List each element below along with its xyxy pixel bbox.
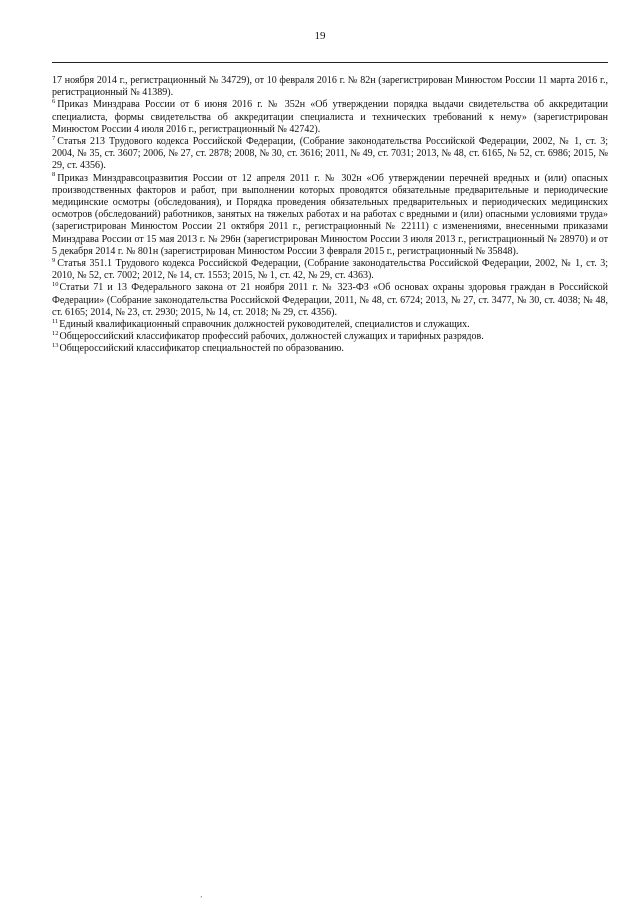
page-number: 19: [314, 30, 326, 42]
footnote-text: Общероссийский классификатор профессий рабочих, должностей служащих и тарифных разрядов.: [59, 331, 484, 343]
footnote-ref: 7: [52, 134, 56, 142]
footnote-ref: 8: [52, 171, 56, 179]
footnote-text: Статья 351.1 Трудового кодекса Российской Федерации, (Собрание законодательства Российской Федерации, 2002, № 1, ст. 3; 2010, № 52, ст. 7002; 2012, № 14, ст. 1553; 2015, № 1, ст. 42, № 29, ст. 4363).: [52, 258, 608, 282]
footnote-text: Приказ Минздравсоцразвития России от 12 апреля 2011 г. № 302н «Об утверждении перечней вредных и (или) опасных производственных факторов и работ, при выполнении которых проводятся обязательные предварительные и периодические медицинские осмотры (обследования), и Порядка проведения обязательных предварительных и периодических медицинских осмотров (обследований) работников, занятых на тяжелых работах и на работах с вредными и (или) опасными условиями труда» (зарегистрирован Минюстом России 21 октября 2011 г., регистрационный № 22111) с изменениями, внесенными приказами Минздрава России от 15 мая 2013 г. № 296н (зарегистрирован Минюстом России 3 июля 2013 г., регистрационный № 28970) и от 5 декабря 2014 г. № 801н (зарегистрирован Минюстом России 3 февраля 2015 г., регистрационный № 35848).: [52, 172, 608, 257]
footnote-ref: 12: [52, 329, 59, 337]
footnote-text: Единый квалификационный справочник должностей руководителей, специалистов и служащих.: [59, 319, 470, 331]
footnote-13: [52, 343, 608, 355]
footnote-10: [52, 282, 608, 319]
footnote-ref: 11: [52, 317, 59, 325]
footnote-text: Общероссийский классификатор специальностей по образованию.: [59, 343, 344, 355]
footnote-7: [52, 136, 608, 173]
footnote-11: [52, 319, 608, 331]
footnote-separator: [52, 62, 608, 63]
footnote-ref: 13: [52, 342, 59, 350]
footnote-6: [52, 99, 608, 136]
footnote-8: [52, 173, 608, 258]
footnote-ref: 10: [52, 281, 59, 289]
footnote-ref: 6: [52, 98, 56, 106]
footnote-text: Статья 213 Трудового кодекса Российской Федерации, (Собрание законодательства Российской Федерации, 2002, № 1, ст. 3; 2004, № 35, ст. 3607; 2006, № 27, ст. 2878; 2008, № 30, ст. 3616; 2011, № 49, ст. 7031; 2013, № 48, ст. 6165, № 52, ст. 6986; 2015, № 29, ст. 4356).: [52, 136, 608, 172]
footnote-text: 17 ноября 2014 г., регистрационный № 34729), от 10 февраля 2016 г. № 82н (зарегистрирован Минюстом России 11 марта 2016 г., регистрационный № 41389).: [52, 75, 608, 99]
scan-speck: ʼ: [200, 895, 203, 903]
footnote-12: [52, 331, 608, 343]
footnote-9: [52, 258, 608, 282]
footnote-text: Приказ Минздрава России от 6 июня 2016 г. № 352н «Об утверждении порядка выдачи свидетельства об аккредитации специалиста, формы свидетельства об аккредитации специалиста и технических требований к нему» (зарегистрирован Минюстом России 4 июля 2016 г., регистрационный № 42742).: [52, 99, 608, 135]
footnote-text: Статьи 71 и 13 Федерального закона от 21 ноября 2011 г. № 323-ФЗ «Об основах охраны здоровья граждан в Российской Федерации» (Собрание законодательства Российской Федерации, 2011, № 48, ст. 6724; 2013, № 27, ст. 3477, № 30, ст. 4038; № 48, ст. 6165; 2014, № 23, ст. 2930; 2015, № 14, ст. 2018; № 29, ст. 4356).: [52, 282, 608, 318]
footnotes-list: [52, 75, 608, 356]
footnote-ref: 9: [52, 256, 56, 264]
footnote-continued: [52, 75, 608, 99]
